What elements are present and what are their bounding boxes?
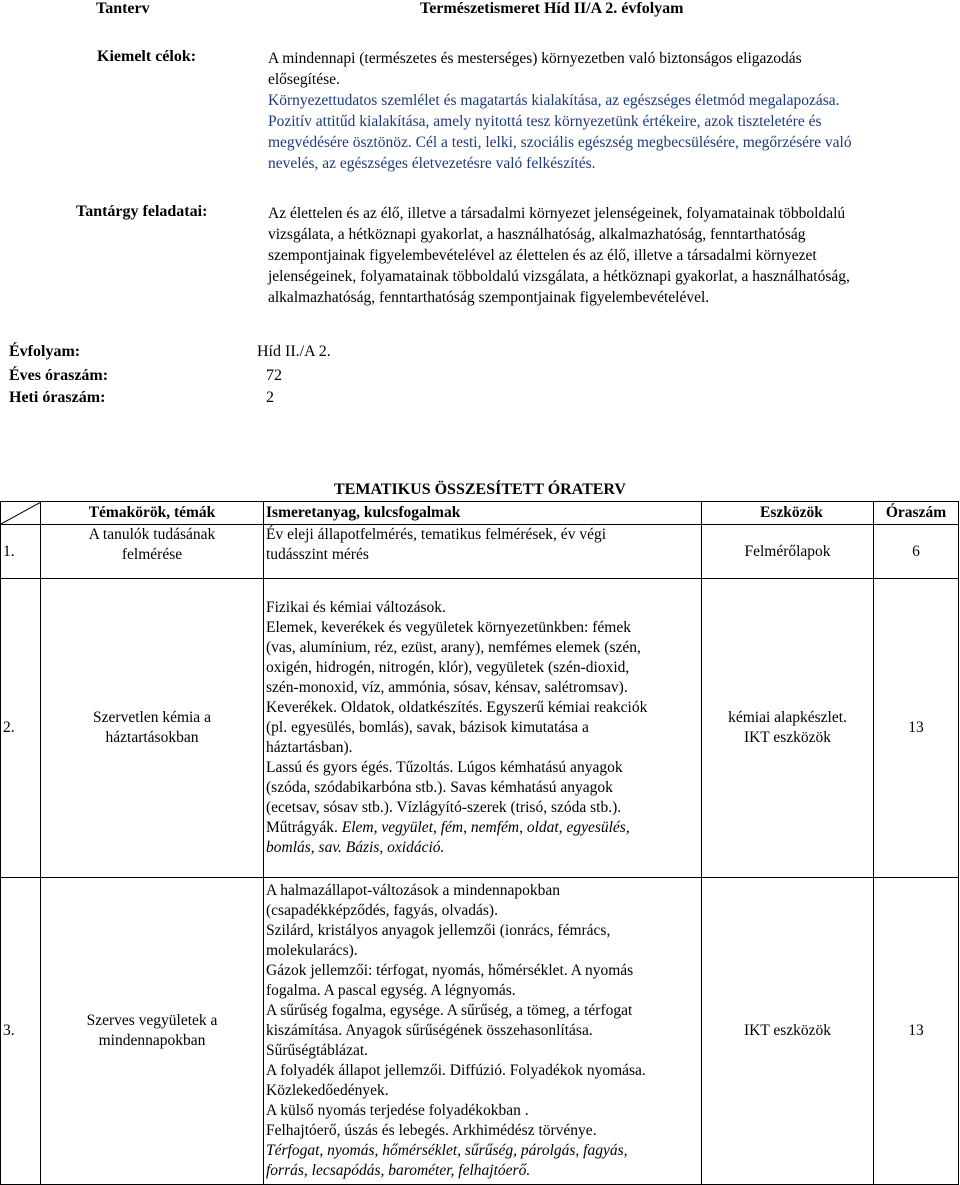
keywords-line: bomlás, sav. Bázis, oxidáció.	[266, 839, 445, 856]
row-topic	[41, 878, 264, 1185]
diagonal-header-cell	[1, 502, 41, 525]
tasks-line: jelenségeinek, folyamatainak többoldalú vizsgálata, a hétköznapi gyakorlat, a használhatóság,	[268, 268, 850, 285]
topic-line: Szerves vegyületek a	[86, 1012, 218, 1029]
annual-hours-value: 72	[266, 367, 282, 384]
topic-table	[0, 501, 959, 1185]
content-line: (pl. egyesülés, bomlás), savak, bázisok kimutatása a	[266, 719, 589, 736]
content-line: Szilárd, kristályos anyagok jellemzői (ionrács, fémrács,	[266, 922, 611, 939]
content-line: Elemek, keverékek és vegyületek környezetünkben: fémek	[266, 619, 631, 636]
content-line: A folyadék állapot jellemzői. Diffúzió. Folyadékok nyomása.	[266, 1062, 646, 1079]
content-line: Év eleji állapotfelmérés, tematikus felmérések, év végi	[266, 526, 607, 543]
content-line: A külső nyomás terjedése folyadékokban .	[266, 1102, 529, 1119]
tools-line: IKT eszközök	[743, 729, 832, 746]
content-line: oxigén, hidrogén, nitrogén, klór), vegyületek (szén-dioxid,	[266, 659, 630, 676]
row-tools	[702, 579, 874, 878]
goals-label: Kiemelt célok:	[97, 48, 197, 65]
content-line: (vas, alumínium, réz, ezüst, arany), nemfémes elemek (szén,	[266, 639, 641, 656]
content-line: A sűrűség fogalma, egysége. A sűrűség, a tömeg, a térfogat	[266, 1002, 633, 1019]
table-row	[1, 525, 959, 579]
doc-type-title: Tanterv	[96, 0, 150, 17]
tasks-line: Az élettelen és az élő, illetve a társadalmi környezet jelenségeinek, folyamatainak többoldalú	[268, 205, 846, 222]
header-hours: Óraszám	[874, 502, 959, 525]
content-line: (szóda, szódabikarbóna stb.). Savas kémhatású anyagok	[266, 779, 613, 796]
goals-text	[268, 48, 958, 174]
grade-label: Évfolyam:	[9, 343, 81, 360]
row-topic	[41, 579, 264, 878]
content-line: A halmazállapot-változások a mindennapokban	[266, 882, 560, 899]
goals-line: elősegítése.	[268, 71, 340, 88]
diagonal-line	[1, 502, 41, 524]
header-tools: Eszközök	[702, 502, 874, 525]
tasks-line: alkalmazhatóság, fenntarthatóság szempontjainak figyelembevételével.	[268, 289, 710, 306]
row-hours: 6	[874, 525, 959, 579]
tasks-line: szempontjainak figyelembevételével az élettelen és az élő, illetve a társadalmi környezet	[268, 247, 817, 264]
topic-line: felmérése	[121, 546, 183, 563]
tasks-line: vizsgálata, a hétköznapi gyakorlat, a használhatóság, alkalmazhatóság, fenntarthatóság	[268, 226, 806, 243]
weekly-hours-label: Heti óraszám:	[9, 389, 106, 406]
content-line: tudásszint mérés	[266, 546, 369, 563]
tasks-text	[268, 203, 958, 308]
goals-line: Pozitív attitűd kialakítása, amely nyitottá tesz környezetünk értékeire, azok tiszteletére és	[268, 113, 822, 130]
topic-line: háztartásokban	[105, 729, 199, 746]
table-header-row	[1, 502, 959, 525]
content-line: Keverékek. Oldatok, oldatkészítés. Egyszerű kémiai reakciók	[266, 699, 648, 716]
topic-line: mindennapokban	[98, 1032, 206, 1049]
keywords-line: Elem, vegyület, fém, nemfém, oldat, egyesülés,	[341, 819, 630, 836]
row-number: 2.	[1, 579, 41, 878]
keywords-line: Térfogat, nyomás, hőmérséklet, sűrűség, párolgás, fagyás,	[266, 1142, 628, 1159]
goals-line: A mindennapi (természetes és mesterséges) környezetben való biztonságos eligazodás	[268, 50, 802, 67]
content-line: Közlekedőedények.	[266, 1082, 389, 1099]
tasks-label: Tantárgy feladatai:	[76, 203, 208, 220]
goals-line: nevelés, az egészséges életvezetésre való felkészítés.	[268, 155, 596, 172]
goals-line: Cél a testi, lelki, szociális egészség megbecsülésére, megőrzésére való	[415, 134, 852, 151]
row-hours: 13	[874, 878, 959, 1185]
header-content: Ismeretanyag, kulcsfogalmak	[264, 502, 702, 525]
grade-value: Híd II./A 2.	[257, 343, 331, 360]
annual-hours-label: Éves óraszám:	[9, 367, 109, 384]
header-topics: Témakörök, témák	[41, 502, 264, 525]
content-line: (ecetsav, sósav stb.). Vízlágyító-szerek (trisó, szóda stb.).	[266, 799, 622, 816]
keywords-line: forrás, lecsapódás, barométer, felhajtóerő.	[266, 1162, 531, 1179]
row-hours: 13	[874, 579, 959, 878]
topic-line: Szervetlen kémia a	[93, 709, 211, 726]
topic-line: A tanulók tudásának	[88, 526, 216, 543]
content-line: Felhajtóerő, úszás és lebegés. Arkhimédész törvénye.	[266, 1122, 597, 1139]
content-line: Fizikai és kémiai változások.	[266, 599, 446, 616]
table-row	[1, 878, 959, 1185]
row-tools: Felmérőlapok	[702, 525, 874, 579]
row-tools: IKT eszközök	[702, 878, 874, 1185]
row-topic	[41, 525, 264, 579]
content-line: Gázok jellemzői: térfogat, nyomás, hőmérséklet. A nyomás	[266, 962, 634, 979]
content-line: Műtrágyák.	[266, 819, 342, 836]
row-content	[264, 878, 702, 1185]
row-number: 1.	[1, 525, 41, 579]
content-line: Lassú és gyors égés. Tűzoltás. Lúgos kémhatású anyagok	[266, 759, 623, 776]
weekly-hours-value: 2	[266, 389, 274, 406]
content-line: (csapadékképződés, fagyás, olvadás).	[266, 902, 498, 919]
goals-line: megvédésére ösztönöz.	[268, 134, 416, 151]
content-line: fogalma. A pascal egység. A légnyomás.	[266, 982, 516, 999]
goals-line: Környezettudatos szemlélet és magatartás kialakítása, az egészséges életmód megalapozása.	[268, 92, 840, 109]
row-content	[264, 525, 702, 579]
table-row	[1, 579, 959, 878]
row-number: 3.	[1, 878, 41, 1185]
content-line: kiszámítása. Anyagok sűrűségének összehasonlítása.	[266, 1022, 593, 1039]
content-line: molekularács).	[266, 942, 358, 959]
tools-line: kémiai alapkészlet.	[728, 709, 847, 726]
row-content	[264, 579, 702, 878]
content-line: háztartásban).	[266, 739, 353, 756]
content-line: Sűrűségtáblázat.	[266, 1042, 369, 1059]
content-line: szén-monoxid, víz, ammónia, sósav, kénsav, salétromsav).	[266, 679, 628, 696]
subject-title: Természetismeret Híd II/A 2. évfolyam	[420, 0, 684, 17]
table-title: TEMATIKUS ÖSSZESÍTETT ÓRATERV	[334, 481, 626, 498]
